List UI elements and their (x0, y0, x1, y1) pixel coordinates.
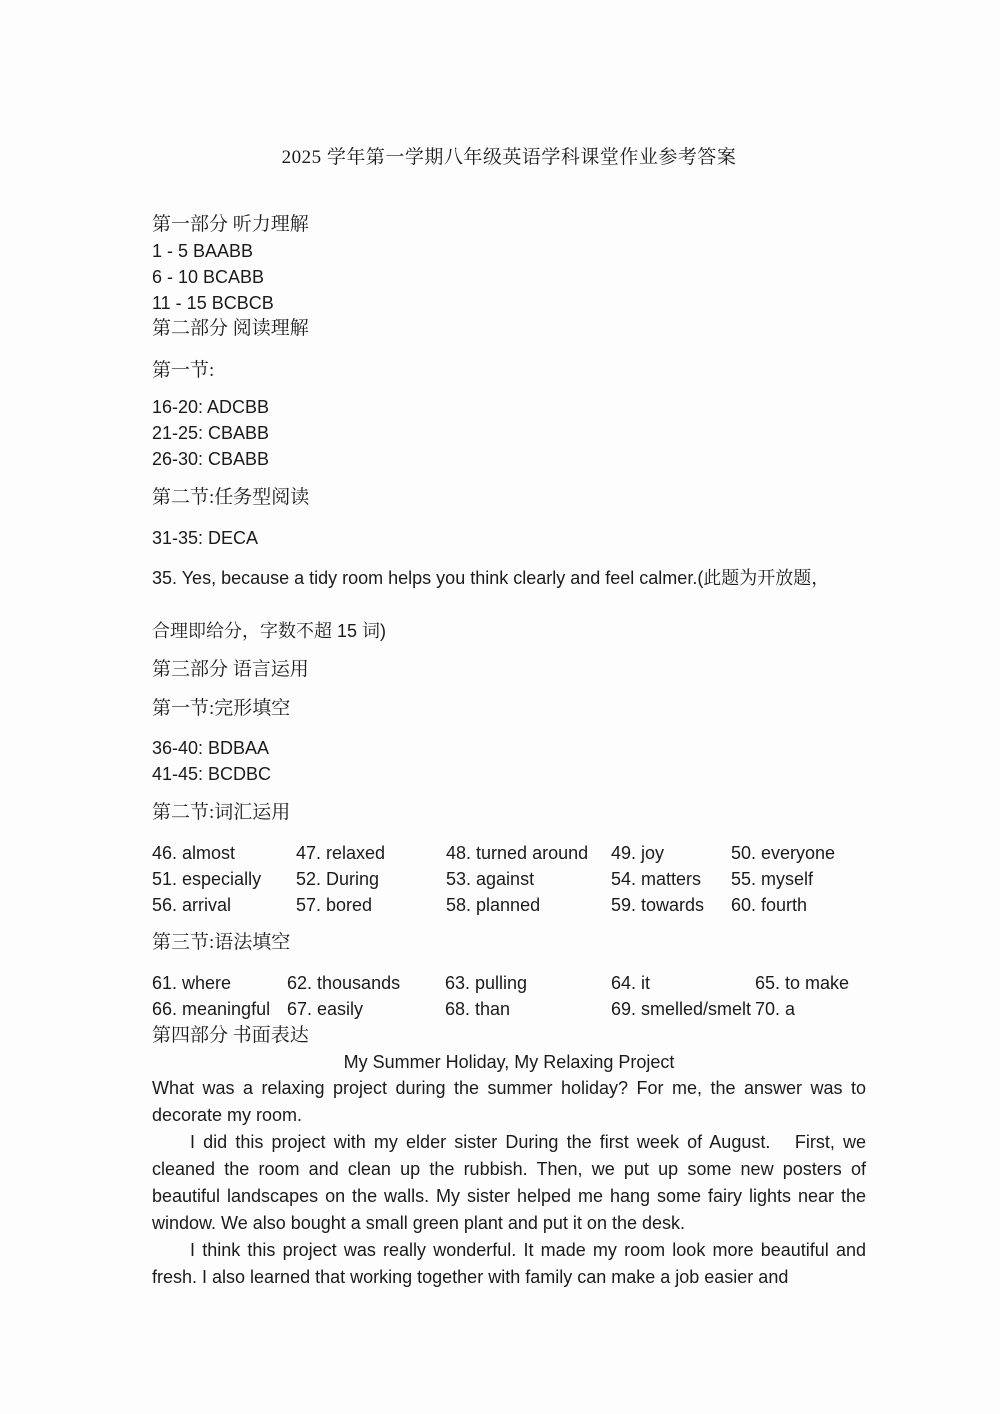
vocab-answer: 48. turned around (446, 843, 589, 863)
grammar-answer: 69. smelled/smelt (611, 999, 752, 1019)
open-answer-line2: 合理即给分，字数不超 15 词) (152, 621, 387, 641)
grammar-answer: 65. to make (755, 973, 850, 993)
reading-answers-line: 16-20: ADCBB (152, 397, 270, 417)
essay-title: My Summer Holiday, My Relaxing Project (343, 1052, 675, 1072)
cloze-heading: 第一节:完形填空 (152, 698, 291, 719)
reading-section1-heading: 第一节: (152, 360, 215, 381)
vocab-answer: 55. myself (731, 869, 814, 889)
part3-heading: 第三部分 语言运用 (152, 659, 309, 680)
reading-answers-line: 26-30: CBABB (152, 449, 270, 469)
vocab-answer: 49. joy (611, 843, 665, 863)
vocab-answer: 50. everyone (731, 843, 836, 863)
vocab-answer: 57. bored (296, 895, 373, 915)
grammar-answers (152, 970, 866, 1022)
vocab-answer: 47. relaxed (296, 843, 386, 863)
vocab-heading: 第二节:词汇运用 (152, 802, 291, 823)
vocab-answer: 59. towards (611, 895, 705, 915)
reading-answers-line: 21-25: CBABB (152, 423, 270, 443)
task-reading-answers: 31-35: DECA (152, 528, 259, 548)
essay-paragraph: What was a relaxing project during the summer holiday? For me, the answer was to decorate my room. (152, 1078, 872, 1125)
listening-answers-line: 1 - 5 BAABB (152, 241, 254, 261)
vocab-answer: 56. arrival (152, 895, 232, 915)
cloze-answers (152, 735, 866, 787)
vocab-answer: 54. matters (611, 869, 702, 889)
essay-paragraph: I think this project was really wonderful. It made my room look more beautiful and fresh. I also learned that working together with family can make a job easier and (152, 1240, 872, 1287)
grammar-answer: 63. pulling (445, 973, 528, 993)
vocab-answer: 46. almost (152, 843, 236, 863)
vocab-row (152, 866, 866, 892)
cloze-answers-line: 36-40: BDBAA (152, 738, 270, 758)
vocab-answer: 58. planned (446, 895, 541, 915)
essay-paragraph: I did this project with my elder sister During the first week of August. First, we cleaned the room and clean up the rubbish. Then, we put up some new posters of beautiful landscapes on the walls. My sister helped me hang some fairy lights near the window. We also bought a small green plant and put it on the desk. (152, 1132, 872, 1233)
listening-answers-line: 11 - 15 BCBCB (152, 293, 274, 313)
grammar-answer: 61. where (152, 973, 232, 993)
grammar-answer: 67. easily (287, 999, 364, 1019)
vocab-answer: 53. against (446, 869, 535, 889)
grammar-heading: 第三节:语法填空 (152, 932, 291, 953)
vocab-answers (152, 840, 866, 918)
reading-section2-heading: 第二节:任务型阅读 (152, 487, 310, 508)
vocab-row (152, 892, 866, 918)
vocab-answer: 60. fourth (731, 895, 808, 915)
open-answer-line1: 35. Yes, because a tidy room helps you think clearly and feel calmer.(此题为开放题， (152, 568, 830, 588)
doc-title: 2025 学年第一学期八年级英语学科课堂作业参考答案 (281, 147, 737, 168)
grammar-answer: 66. meaningful (152, 999, 271, 1019)
listening-answers (152, 238, 866, 316)
grammar-answer: 70. a (755, 999, 796, 1019)
part2-heading: 第二部分 阅读理解 (152, 318, 309, 339)
listening-answers-line: 6 - 10 BCABB (152, 267, 265, 287)
vocab-row (152, 840, 866, 866)
reading-answers (152, 394, 866, 472)
grammar-answer: 64. it (611, 973, 651, 993)
grammar-answer: 68. than (445, 999, 511, 1019)
grammar-row (152, 996, 866, 1022)
grammar-row (152, 970, 866, 996)
part1-heading: 第一部分 听力理解 (152, 214, 309, 235)
vocab-answer: 52. During (296, 869, 380, 889)
grammar-answer: 62. thousands (287, 973, 401, 993)
part4-heading: 第四部分 书面表达 (152, 1025, 309, 1046)
vocab-answer: 51. especially (152, 869, 262, 889)
cloze-answers-line: 41-45: BCDBC (152, 764, 272, 784)
